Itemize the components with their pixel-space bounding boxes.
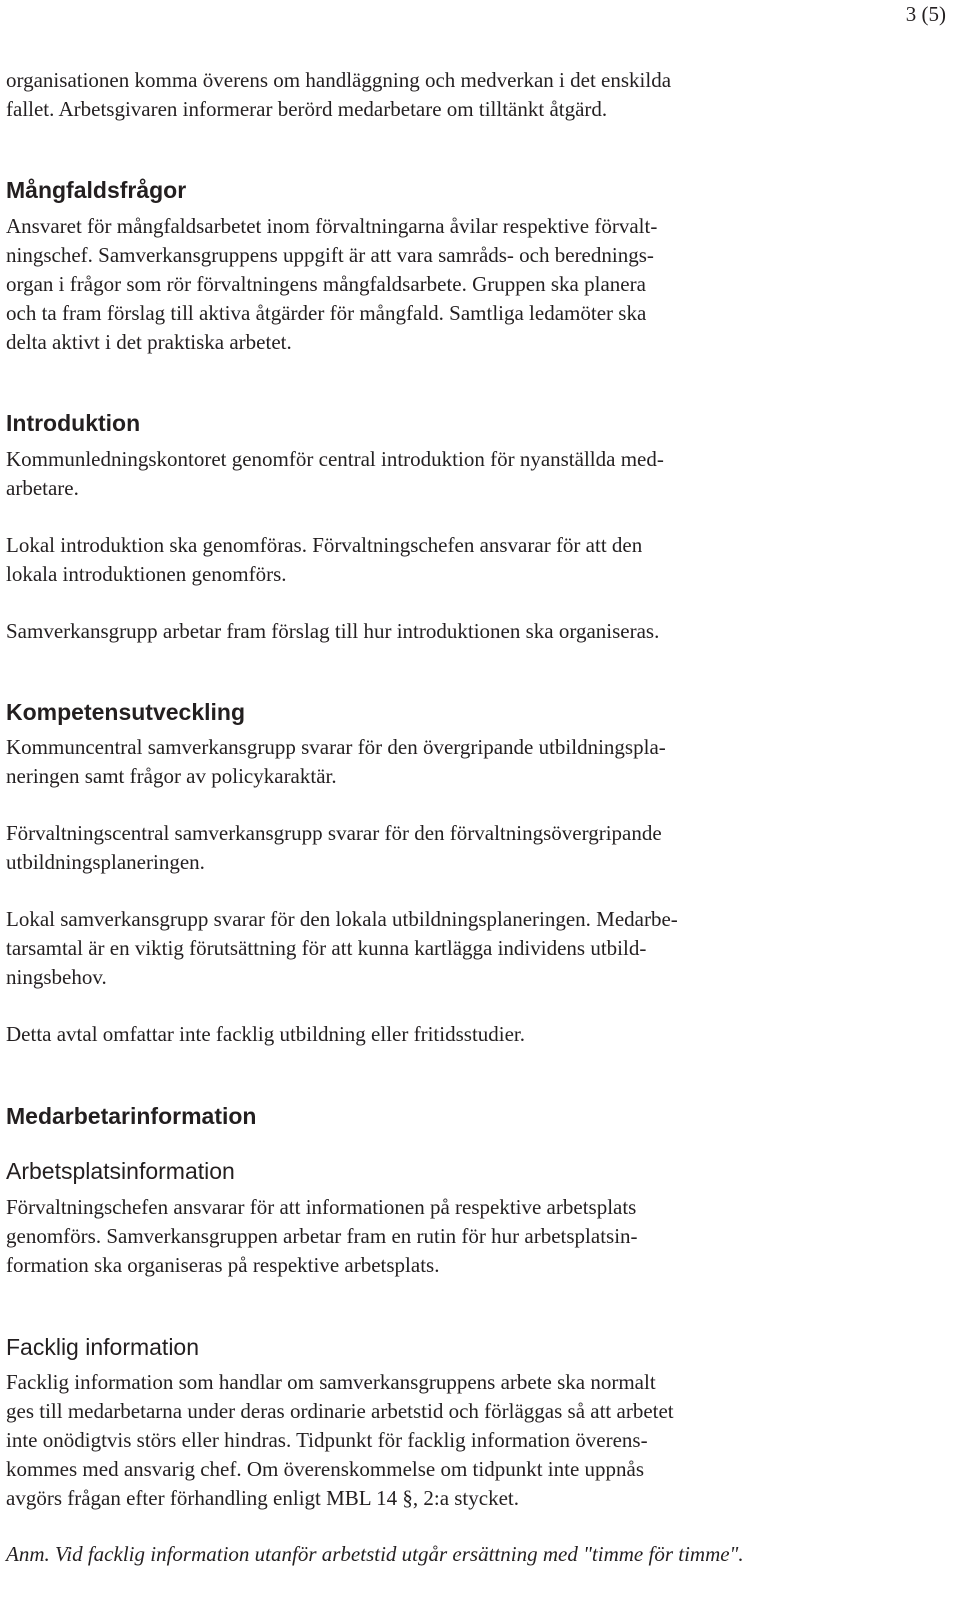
text-line: Förvaltningscentral samverkansgrupp svarar för den förvaltningsövergripande xyxy=(6,821,662,845)
text-line: ningschef. Samverkansgruppens uppgift är att vara samråds- och berednings- xyxy=(6,243,654,267)
introduktion-paragraph-3 xyxy=(6,617,796,646)
text-line: tarsamtal är en viktig förutsättning för att kunna kartlägga individens utbild- xyxy=(6,936,647,960)
text-line: Kommuncentral samverkansgrupp svarar för den övergripande utbildningspla- xyxy=(6,735,666,759)
heading-mangfaldsfragor: Mångfaldsfrågor xyxy=(6,177,187,203)
kompetens-paragraph-1 xyxy=(6,733,796,791)
text-line: kommes med ansvarig chef. Om överenskommelse om tidpunkt inte uppnås xyxy=(6,1457,645,1481)
introduktion-paragraph-2 xyxy=(6,531,796,589)
text-line: organ i frågor som rör förvaltningens mångfaldsarbete. Gruppen ska planera xyxy=(6,272,646,296)
text-line: Samverkansgrupp arbetar fram förslag till hur introduktionen ska organiseras. xyxy=(6,619,660,643)
text-line: arbetare. xyxy=(6,476,79,500)
text-line: Detta avtal omfattar inte facklig utbildning eller fritidsstudier. xyxy=(6,1022,526,1046)
text-line: ningsbehov. xyxy=(6,965,107,989)
text-line: neringen samt frågor av policykaraktär. xyxy=(6,764,337,788)
text-line: avgörs frågan efter förhandling enligt MBL 14 §, 2:a stycket. xyxy=(6,1486,519,1510)
text-line: ges till medarbetarna under deras ordinarie arbetstid och förläggas så att arbetet xyxy=(6,1399,674,1423)
kompetens-paragraph-3 xyxy=(6,905,796,992)
text-line: formation ska organiseras på respektive arbetsplats. xyxy=(6,1253,440,1277)
heading-kompetensutveckling: Kompetensutveckling xyxy=(6,699,245,725)
text-line: utbildningsplaneringen. xyxy=(6,850,205,874)
text-line: Ansvaret för mångfaldsarbetet inom förvaltningarna åvilar respektive förvalt- xyxy=(6,214,658,238)
text-line: genomförs. Samverkansgruppen arbetar fram en rutin för hur arbetsplatsin- xyxy=(6,1224,638,1248)
text-line: delta aktivt i det praktiska arbetet. xyxy=(6,330,292,354)
kompetens-paragraph-4 xyxy=(6,1020,796,1049)
intro-paragraph xyxy=(6,66,796,124)
heading-medarbetarinformation: Medarbetarinformation xyxy=(6,1103,257,1129)
text-line: Anm. Vid facklig information utanför arbetstid utgår ersättning med "timme för timme". xyxy=(6,1542,744,1566)
text-line: Förvaltningschefen ansvarar för att informationen på respektive arbetsplats xyxy=(6,1195,637,1219)
text-line: Lokal samverkansgrupp svarar för den lokala utbildningsplaneringen. Medarbe- xyxy=(6,907,678,931)
text-line: Facklig information som handlar om samverkansgruppens arbete ska normalt xyxy=(6,1370,656,1394)
mangfald-paragraph xyxy=(6,212,796,357)
text-line: organisationen komma överens om handläggning och medverkan i det enskilda xyxy=(6,68,672,92)
facklig-note xyxy=(6,1540,796,1569)
heading-introduktion: Introduktion xyxy=(6,410,141,436)
heading-arbetsplatsinformation: Arbetsplatsinformation xyxy=(6,1158,235,1184)
page-number: 3 (5) xyxy=(905,2,946,26)
heading-facklig-information: Facklig information xyxy=(6,1334,200,1360)
text-line: Kommunledningskontoret genomför central introduktion för nyanställda med- xyxy=(6,447,664,471)
introduktion-paragraph-1 xyxy=(6,445,796,503)
text-line: fallet. Arbetsgivaren informerar berörd medarbetare om tilltänkt åtgärd. xyxy=(6,97,608,121)
text-line: lokala introduktionen genomförs. xyxy=(6,562,287,586)
facklig-paragraph xyxy=(6,1368,796,1513)
text-line: inte onödigtvis störs eller hindras. Tidpunkt för facklig information överens- xyxy=(6,1428,648,1452)
text-line: och ta fram förslag till aktiva åtgärder för mångfald. Samtliga ledamöter ska xyxy=(6,301,647,325)
kompetens-paragraph-2 xyxy=(6,819,796,877)
text-line: Lokal introduktion ska genomföras. Förvaltningschefen ansvarar för att den xyxy=(6,533,643,557)
arbetsplats-paragraph xyxy=(6,1193,796,1280)
